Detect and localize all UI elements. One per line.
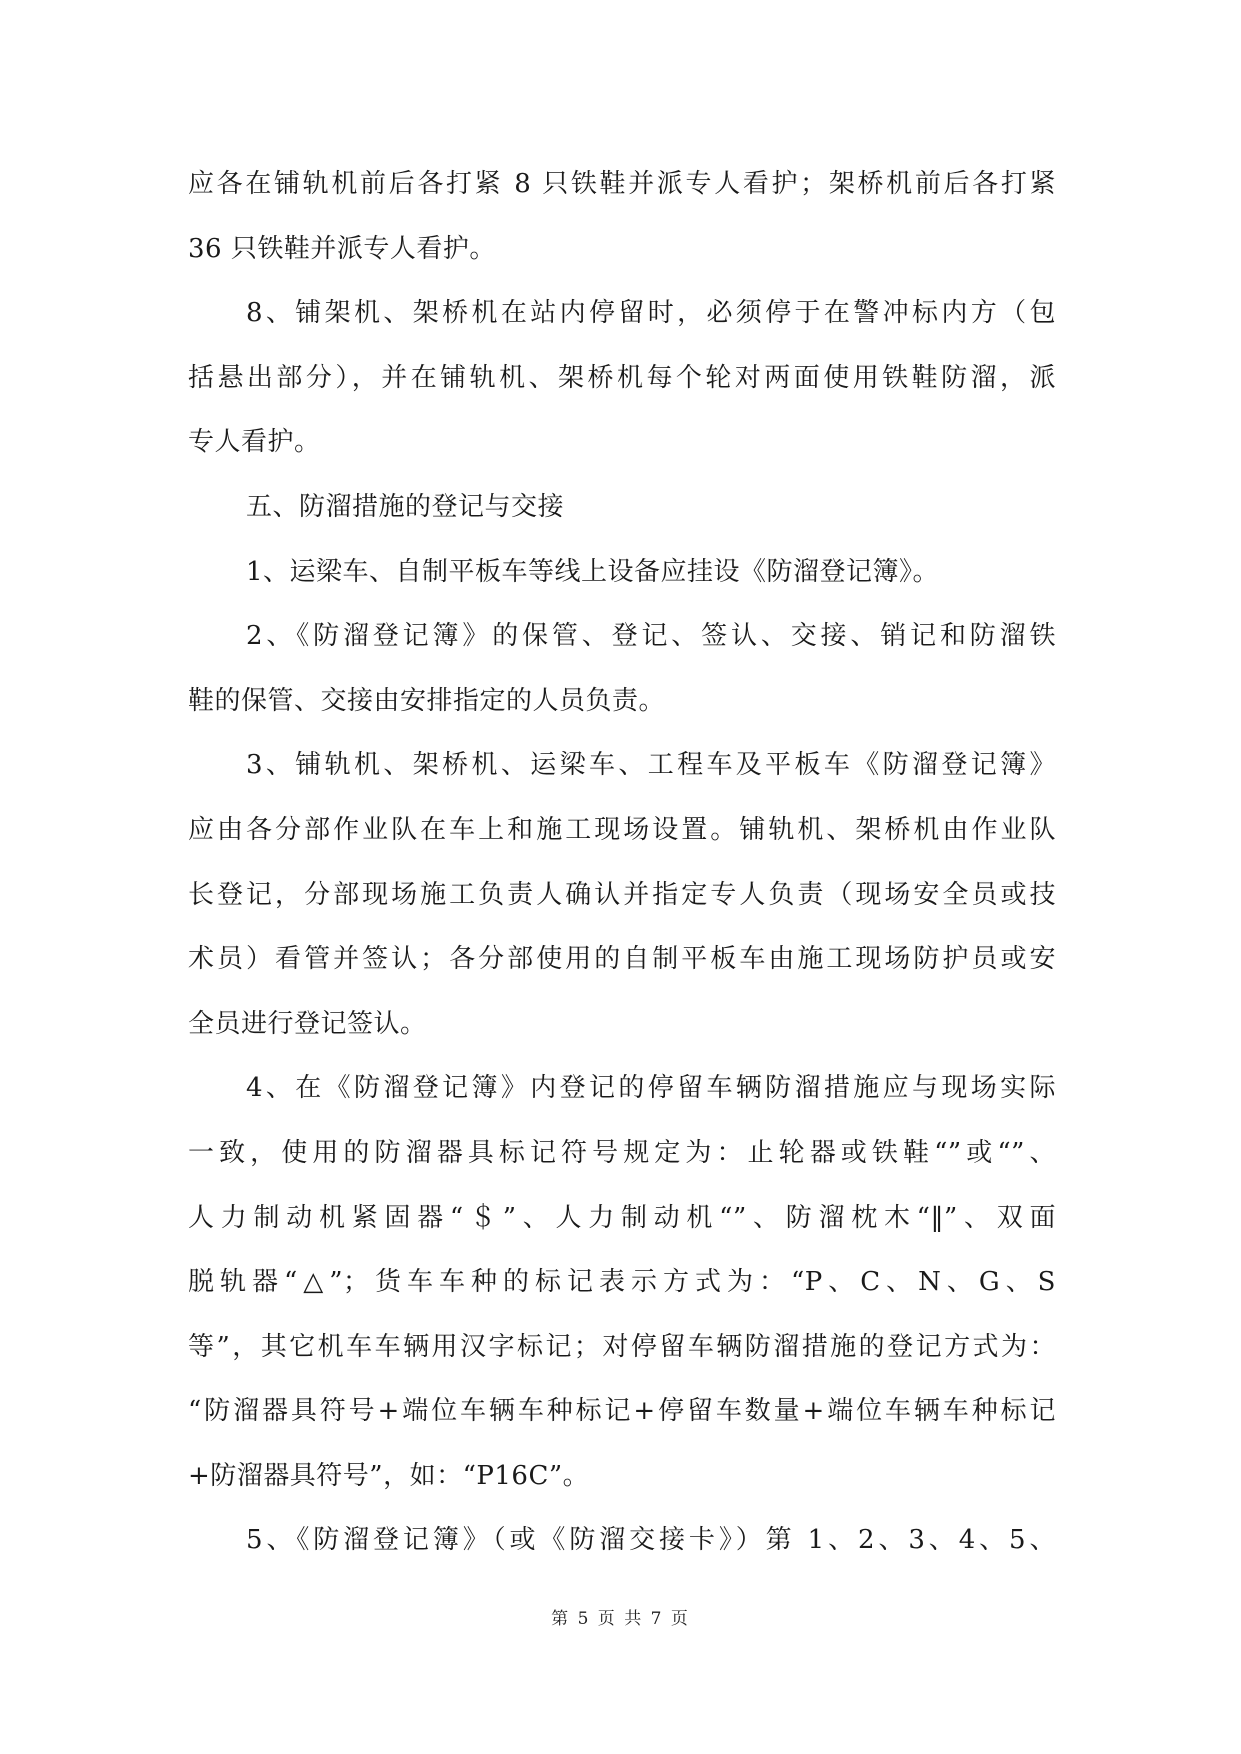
text-line: 术员）看管并签认；各分部使用的自制平板车由施工现场防护员或安: [188, 944, 1056, 975]
text-line: 五、防溜措施的登记与交接: [246, 491, 565, 522]
text-line: 应由各分部作业队在车上和施工现场设置。铺轨机、架桥机由作业队: [188, 814, 1056, 845]
text-line: 等”，其它机车车辆用汉字标记；对停留车辆防溜措施的登记方式为：: [188, 1331, 1056, 1362]
text-line: 2、《防溜登记簿》的保管、登记、签认、交接、销记和防溜铁: [246, 621, 1056, 652]
text-line: 鞋的保管、交接由安排指定的人员负责。: [188, 685, 666, 716]
body-text: [188, 152, 1056, 1573]
text-line: 长登记，分部现场施工负责人确认并指定专人负责（现场安全员或技: [188, 879, 1056, 910]
text-line: 人力制动机紧固器“＄”、人力制动机“”、防溜枕木“‖”、双面: [188, 1202, 1056, 1233]
text-line: 括悬出部分），并在铺轨机、架桥机每个轮对两面使用铁鞋防溜，派: [188, 362, 1056, 393]
text-line: 专人看护。: [188, 427, 321, 458]
text-line: 应各在铺轨机前后各打紧 8 只铁鞋并派专人看护；架桥机前后各打紧: [188, 169, 1056, 199]
text-line: 5、《防溜登记簿》（或《防溜交接卡》）第 1、2、3、4、5、: [246, 1525, 1056, 1556]
text-line: 1、运梁车、自制平板车等线上设备应挂设《防溜登记簿》。: [246, 556, 940, 587]
text-line: “防溜器具符号+端位车辆车种标记+停留车数量+端位车辆车种标记: [188, 1396, 1056, 1427]
text-line: 8、铺架机、架桥机在站内停留时，必须停于在警冲标内方（包: [246, 298, 1056, 329]
text-line: 全员进行登记签认。: [188, 1008, 427, 1039]
text-line: +防溜器具符号”，如：“P16C”。: [188, 1460, 590, 1491]
text-line: 36 只铁鞋并派专人看护。: [188, 233, 496, 264]
text-line: 4、在《防溜登记簿》内登记的停留车辆防溜措施应与现场实际: [246, 1073, 1056, 1104]
page-footer: 第 5 页 共 7 页: [551, 1609, 690, 1629]
text-line: 一致，使用的防溜器具标记符号规定为：止轮器或铁鞋“”或“”、: [188, 1137, 1056, 1168]
text-line: 脱轨器“△”；货车车种的标记表示方式为：“P、C、N、G、S: [188, 1267, 1056, 1298]
text-line: 3、铺轨机、架桥机、运梁车、工程车及平板车《防溜登记簿》: [246, 750, 1056, 781]
